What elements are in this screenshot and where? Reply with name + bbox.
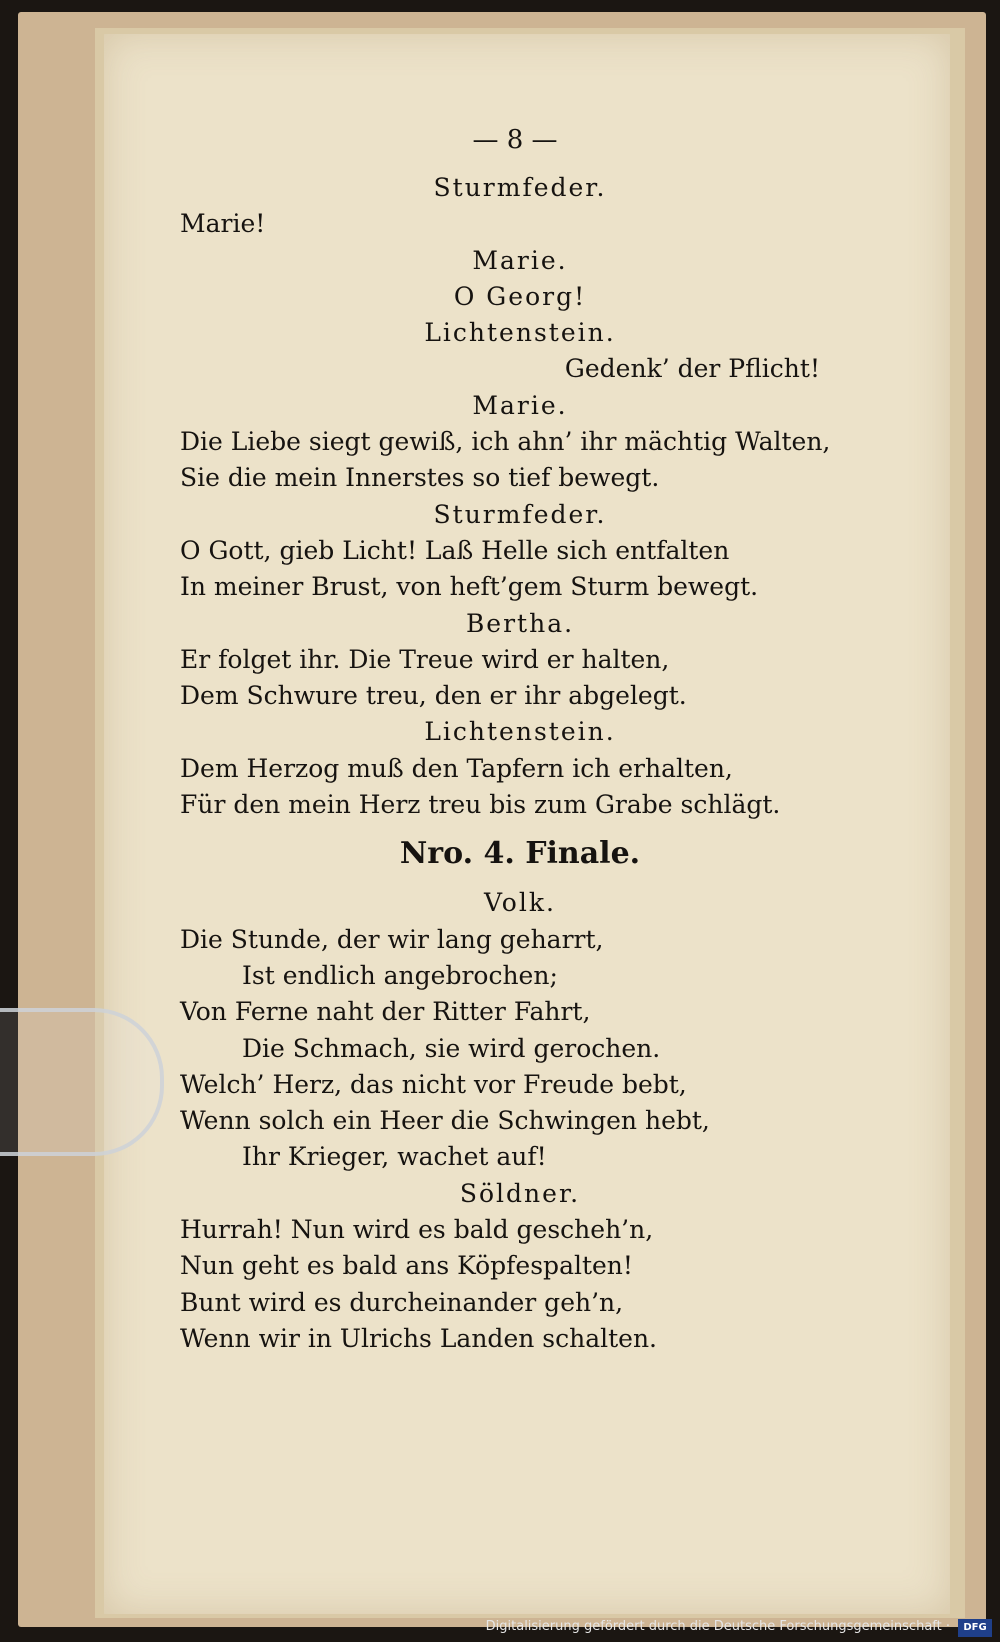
speaker-name: Marie. [472, 245, 568, 275]
verse-line: O Gott, gieb Licht! Laß Helle sich entfalten [180, 535, 730, 565]
verse-line: Dem Schwure treu, den er ihr abgelegt. [180, 681, 687, 711]
dfg-logo: DFG [958, 1619, 992, 1637]
verse-line: Sie die mein Innerstes so tief bewegt. [180, 463, 660, 493]
verse-line-indented: Ist endlich angebrochen; [242, 960, 558, 990]
text-lines [180, 170, 860, 1357]
verse-line: Wenn solch ein Heer die Schwingen hebt, [180, 1106, 710, 1136]
section-heading: Nro. 4. Finale. [399, 836, 641, 872]
footer-credit: Digitalisierung gefördert durch die Deutsche Forschungsgemeinschaft · [485, 1619, 950, 1634]
speaker-name: O Georg! [453, 281, 587, 311]
verse-line: Nun geht es bald ans Köpfespalten! [180, 1251, 633, 1281]
page-clip [0, 1008, 164, 1156]
verse-line: Bunt wird es durcheinander geh’n, [180, 1287, 624, 1317]
page-number: — 8 — [472, 125, 558, 155]
speaker-name: Lichtenstein. [424, 717, 616, 747]
speaker-name: Sturmfeder. [433, 499, 607, 529]
verse-line: Wenn wir in Ulrichs Landen schalten. [180, 1323, 658, 1353]
stage-line: Gedenk’ der Pflicht! [564, 354, 820, 384]
speaker-name: Lichtenstein. [424, 318, 616, 348]
verse-line: In meiner Brust, von heft’gem Sturm bewegt. [180, 572, 759, 602]
verse-line: Hurrah! Nun wird es bald gescheh’n, [180, 1215, 654, 1245]
verse-line-indented: Ihr Krieger, wachet auf! [242, 1142, 547, 1172]
verse-line: Die Stunde, der wir lang geharrt, [180, 924, 604, 954]
verse-line: Marie! [180, 209, 266, 239]
page-text [180, 110, 860, 1357]
speaker-name: Marie. [472, 390, 568, 420]
verse-line: Die Liebe siegt gewiß, ich ahn’ ihr mächtig Walten, [180, 427, 831, 457]
verse-line: Welch’ Herz, das nicht vor Freude bebt, [180, 1069, 687, 1099]
speaker-name: Söldner. [459, 1178, 581, 1208]
speaker-name: Sturmfeder. [433, 173, 607, 202]
speaker-name: Volk. [484, 888, 556, 918]
speaker-name: Bertha. [465, 608, 575, 638]
verse-line: Von Ferne naht der Ritter Fahrt, [180, 997, 591, 1027]
verse-line: Dem Herzog muß den Tapfern ich erhalten, [180, 753, 733, 783]
verse-line: Er folget ihr. Die Treue wird er halten, [180, 644, 670, 674]
verse-line-indented: Die Schmach, sie wird gerochen. [242, 1033, 661, 1063]
verse-line: Für den mein Herz treu bis zum Grabe schlägt. [180, 790, 781, 820]
